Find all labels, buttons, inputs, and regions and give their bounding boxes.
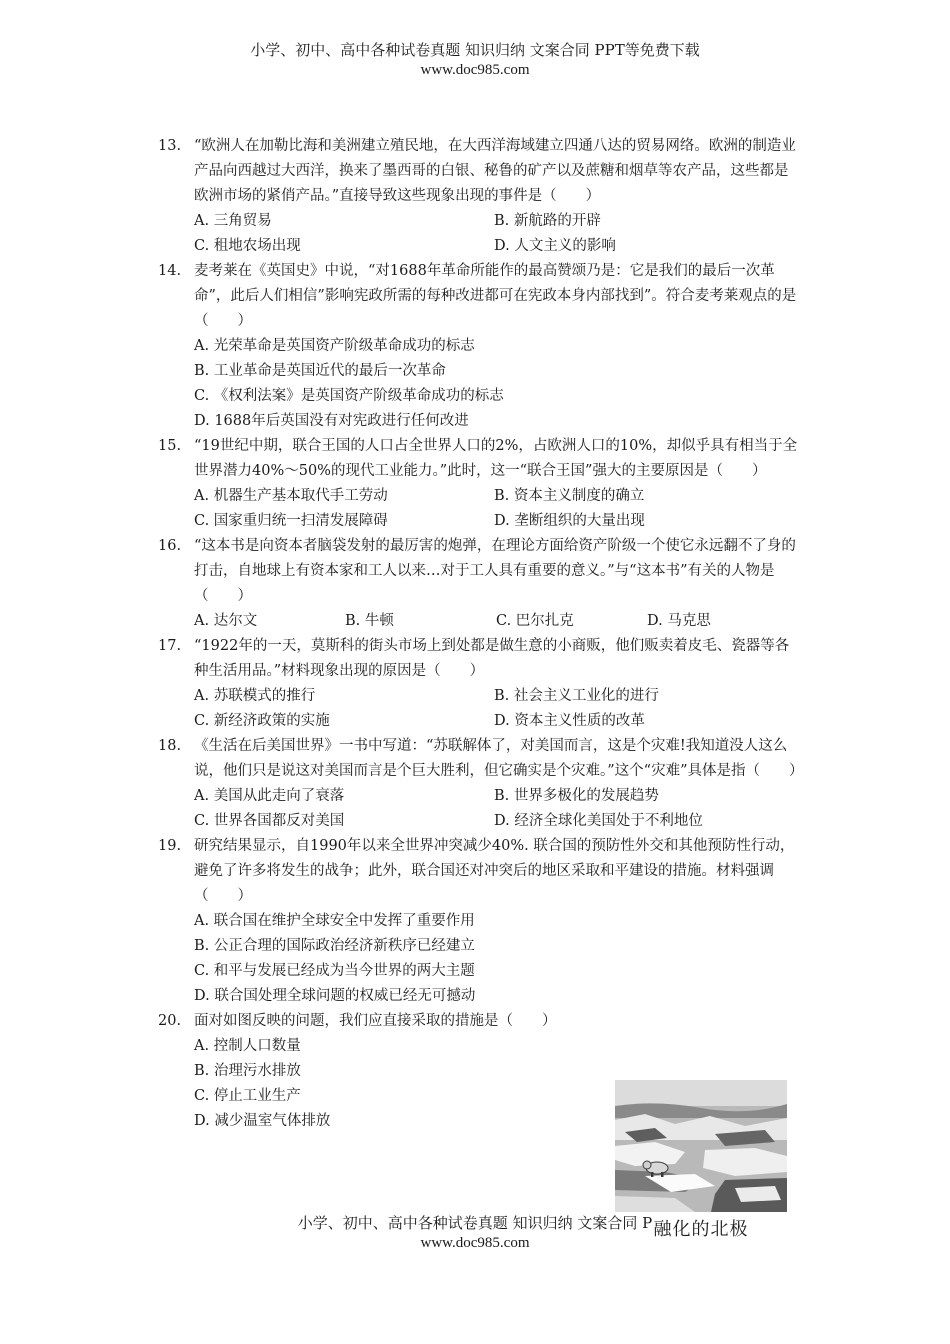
question-13 [158, 134, 798, 259]
figure-caption: 融化的北极 [653, 1219, 749, 1240]
question-number: 13. [158, 138, 182, 154]
option-c: C. 新经济政策的实施 [194, 713, 330, 729]
question-number: 15. [158, 438, 182, 454]
page-header [0, 40, 950, 80]
option-b: B. 资本主义制度的确立 [494, 488, 645, 504]
option-b: B. 治理污水排放 [194, 1063, 301, 1079]
question-18 [158, 734, 804, 834]
option-d: D. 经济全球化美国处于不利地位 [494, 813, 703, 829]
header-line-1: 小学、初中、高中各种试卷真题 知识归纳 文案合同 PPT等免费下载 [250, 41, 700, 59]
footer-url: www.doc985.com [420, 1235, 530, 1251]
question-number: 20. [158, 1013, 182, 1029]
option-d: D. 资本主义性质的改革 [494, 713, 645, 729]
option-c: C. 国家重归统一扫清发展障碍 [194, 513, 388, 529]
option-c: C. 《权利法案》是英国资产阶级革命成功的标志 [194, 388, 504, 404]
option-a: A. 机器生产基本取代手工劳动 [194, 488, 388, 504]
question-number: 17. [158, 638, 182, 654]
option-c: C. 停止工业生产 [194, 1088, 301, 1104]
question-number: 18. [158, 738, 182, 754]
option-d: D. 1688年后英国没有对宪政进行任何改进 [194, 413, 469, 429]
option-b: B. 公正合理的国际政治经济新秩序已经建立 [194, 938, 475, 954]
question-list [158, 134, 804, 1134]
option-b: B. 世界多极化的发展趋势 [494, 788, 659, 804]
polar-bear-ice-icon [615, 1080, 787, 1212]
question-17 [158, 634, 798, 734]
question-number: 16. [158, 538, 182, 554]
question-stem: “1922年的一天，莫斯科的街头市场上到处都是做生意的小商贩，他们贩卖着皮毛、瓷器等各种生活用品。”材料现象出现的原因是（ ） [194, 638, 790, 679]
option-d: D. 垄断组织的大量出现 [494, 513, 645, 529]
header-url: www.doc985.com [420, 62, 530, 78]
option-c: C. 和平与发展已经成为当今世界的两大主题 [194, 963, 475, 979]
option-d: D. 马克思 [647, 613, 711, 629]
question-stem: “欧洲人在加勒比海和美洲建立殖民地，在大西洋海域建立四通八达的贸易网络。欧洲的制造业产品向西越过大西洋，换来了墨西哥的白银、秘鲁的矿产以及蔗糖和烟草等农产品，这些都是欧洲市场的紧俏产品。”直接导致这些现象出现的事件是（ ） [194, 138, 796, 204]
question-16 [158, 534, 798, 634]
option-a: A. 联合国在维护全球安全中发挥了重要作用 [194, 913, 475, 929]
option-a: A. 美国从此走向了衰落 [194, 788, 345, 804]
option-a: A. 苏联模式的推行 [194, 688, 316, 704]
question-19 [158, 834, 798, 1009]
question-stem: 研究结果显示，自1990年以来全世界冲突减少40%. 联合国的预防性外交和其他预防性行动，避免了许多将发生的战争；此外，联合国还对冲突后的地区采取和平建设的措施。材料强调（ ） [194, 838, 795, 904]
option-c: C. 世界各国都反对美国 [194, 813, 345, 829]
option-a: A. 三角贸易 [194, 213, 272, 229]
question-14 [158, 259, 798, 434]
option-a: A. 光荣革命是英国资产阶级革命成功的标志 [194, 338, 475, 354]
option-c: C. 巴尔扎克 [496, 613, 574, 629]
option-d: D. 减少温室气体排放 [194, 1113, 331, 1129]
option-b: B. 工业革命是英国近代的最后一次革命 [194, 363, 446, 379]
question-stem: 麦考莱在《英国史》中说，“对1688年革命所能作的最高赞颂乃是：它是我们的最后一次革命”，此后人们相信”影响宪政所需的每种改进都可在宪政本身内部找到”。符合麦考莱观点的是（ ） [194, 263, 797, 329]
question-stem: 面对如图反映的问题，我们应直接采取的措施是（ ） [194, 1013, 557, 1029]
option-c: C. 租地农场出现 [194, 238, 301, 254]
question-number: 14. [158, 263, 182, 279]
option-b: B. 牛顿 [345, 613, 394, 629]
option-b: B. 新航路的开辟 [494, 213, 601, 229]
question-number: 19. [158, 838, 182, 854]
question-stem: 《生活在后美国世界》一书中写道：“苏联解体了，对美国而言，这是个灾难!我知道没人这么说，他们只是说这对美国而言是个巨大胜利，但它确实是个灾难。”这个“灾难”具体是指（ ） [194, 738, 804, 779]
question-15 [158, 434, 798, 534]
page-footer [0, 1213, 950, 1253]
option-a: A. 达尔文 [194, 613, 258, 629]
question-stem: “19世纪中期，联合王国的人口占全世界人口的2%，占欧洲人口的10%，却似乎具有相当于全世界潜力40%～50%的现代工业能力。”此时，这一“联合王国”强大的主要原因是（ ） [194, 438, 798, 479]
option-d: D. 人文主义的影响 [494, 238, 616, 254]
footer-line-1: 小学、初中、高中各种试卷真题 知识归纳 文案合同 P [297, 1214, 653, 1232]
question-stem: “这本书是向资本者脑袋发射的最厉害的炮弹，在理论方面给资产阶级一个使它永远翻不了身的打击，自地球上有资本家和工人以来…对于工人具有重要的意义。”与“这本书”有关的人物是（ ） [194, 538, 796, 604]
option-b: B. 社会主义工业化的进行 [494, 688, 659, 704]
option-d: D. 联合国处理全球问题的权威已经无可撼动 [194, 988, 476, 1004]
option-a: A. 控制人口数量 [194, 1038, 301, 1054]
